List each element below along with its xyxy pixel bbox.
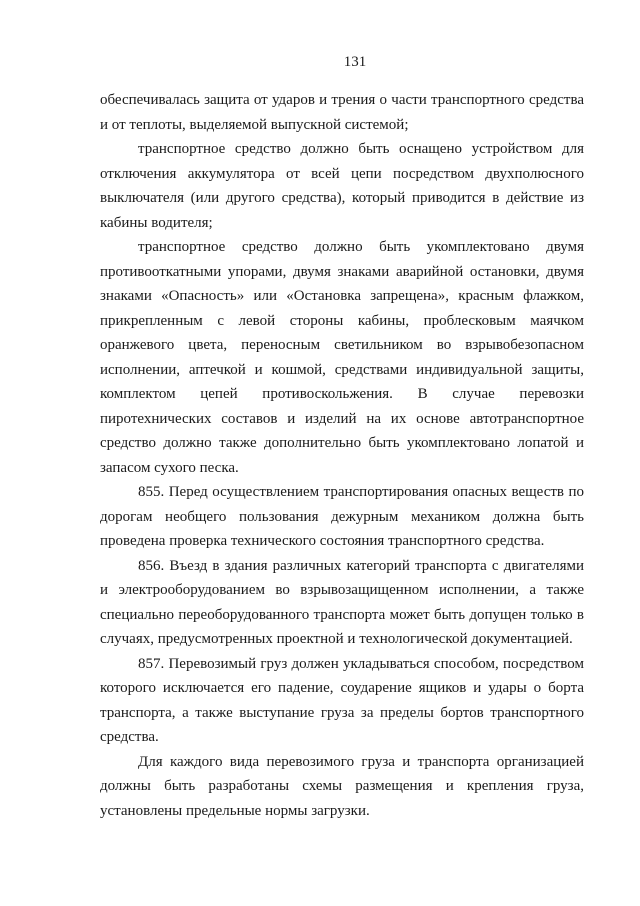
document-body (100, 88, 584, 823)
paragraph-856: 856. Въезд в здания различных категорий транспорта с двигателями и электрооборудованием во взрывозащищенном исполнении, а также специально переоборудованного транспорта может быть допущен только в случаях, предусмотренных проектной и технологической документацией. (100, 557, 584, 647)
paragraph-vehicle-equipment: транспортное средство должно быть укомплектовано двумя противооткатными упорами, двумя знаками аварийной остановки, двумя знаками «Опасность» или «Остановка запрещена», красным флажком, прикрепленным с левой стороны кабины, проблесковым маячком оранжевого цвета, переносным светильником во взрывобезопасном исполнении, аптечкой и кошмой, средствами индивидуальной защиты, комплектом цепей противоскольжения. В случае перевозки пиротехнических составов и изделий на их основе автотранспортное средство должно также дополнительно быть укомплектовано лопатой и запасом сухого песка. (100, 239, 584, 476)
paragraph-load-schemes: Для каждого вида перевозимого груза и транспорта организацией должны быть разработаны схемы размещения и крепления груза, установлены предельные нормы загрузки. (100, 753, 584, 819)
page-number: 131 (343, 54, 367, 70)
paragraph-857: 857. Перевозимый груз должен укладываться способом, посредством которого исключается его падение, соударение ящиков и удары о борта транспорта, а также выступание груза за пределы бортов транспортного средства. (100, 655, 584, 745)
paragraph-battery-disconnect: транспортное средство должно быть оснащено устройством для отключения аккумулятора от всей цепи посредством двухполюсного выключателя (или другого средства), который приводится в действие из кабины водителя; (100, 141, 584, 231)
paragraph-continuation: обеспечивалась защита от ударов и трения о части транспортного средства и от теплоты, выделяемой выпускной системой; (100, 92, 584, 133)
paragraph-855: 855. Перед осуществлением транспортирования опасных веществ по дорогам необщего пользования дежурным механиком должна быть проведена проверка технического состояния транспортного средства. (100, 484, 584, 549)
